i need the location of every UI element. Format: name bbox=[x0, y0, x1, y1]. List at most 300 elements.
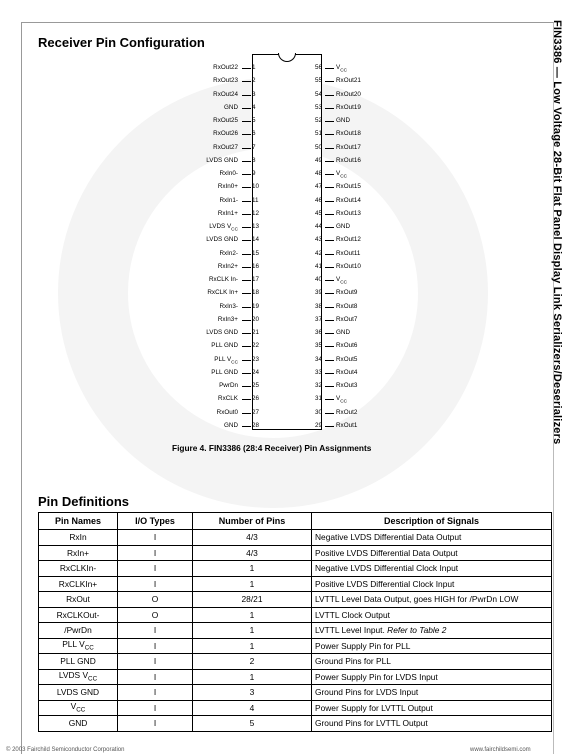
pin-name: PLL GND bbox=[211, 342, 238, 350]
pin-number: 36 bbox=[314, 329, 322, 336]
pin-name: RxOut10 bbox=[336, 262, 361, 270]
pin-number: 5 bbox=[252, 117, 256, 124]
pin-name: $V_{CC}$ bbox=[336, 395, 348, 405]
io-type-cell: I bbox=[118, 561, 193, 577]
pin-lead bbox=[325, 426, 334, 427]
pin-row bbox=[20, 102, 264, 114]
pin-row bbox=[310, 367, 567, 379]
pin-name: RxOut2 bbox=[336, 408, 358, 416]
pin-name: RxOut25 bbox=[213, 117, 238, 124]
io-type-cell: O bbox=[118, 607, 193, 623]
pin-name: RxOut8 bbox=[336, 302, 358, 310]
pin-lead bbox=[242, 240, 251, 241]
description-cell: Ground Pins for LVDS Input bbox=[312, 685, 552, 701]
pin-row bbox=[310, 142, 567, 154]
pin-number: 56 bbox=[314, 64, 322, 71]
pin-count-cell: 1 bbox=[193, 576, 312, 592]
pin-row bbox=[20, 287, 264, 299]
pin-row bbox=[20, 274, 264, 286]
io-type-cell: I bbox=[118, 530, 193, 546]
io-type-cell: I bbox=[118, 669, 193, 685]
io-type-cell: I bbox=[118, 700, 193, 716]
pin-lead bbox=[242, 426, 251, 427]
pin-lead bbox=[242, 174, 251, 175]
pin-name: RxOut4 bbox=[336, 368, 358, 376]
pin-number: 15 bbox=[252, 249, 260, 257]
pin-number: 24 bbox=[252, 368, 260, 376]
pin-number: 14 bbox=[252, 236, 260, 244]
pin-number: 10 bbox=[252, 183, 260, 191]
pin-name: $V_{CC}$ bbox=[336, 170, 348, 180]
pin-name: RxOut12 bbox=[336, 236, 361, 244]
io-type-cell: I bbox=[118, 716, 193, 732]
pin-lead bbox=[242, 373, 251, 374]
table-row bbox=[39, 716, 552, 732]
io-type-cell: I bbox=[118, 576, 193, 592]
pin-name: RxOut26 bbox=[213, 130, 238, 138]
pin-lead bbox=[325, 399, 334, 400]
pin-row bbox=[20, 128, 264, 140]
pin-lead bbox=[325, 320, 334, 321]
pin-row bbox=[310, 261, 567, 273]
pin-number: 45 bbox=[314, 209, 322, 217]
pin-name: RxOut17 bbox=[336, 143, 361, 151]
pin-lead bbox=[242, 214, 251, 215]
pin-row bbox=[20, 168, 264, 180]
pin-name: RxIn2+ bbox=[217, 262, 238, 270]
pin-name-cell: RxIn bbox=[39, 530, 118, 546]
section-title-pin-configuration: Receiver Pin Configuration bbox=[38, 35, 205, 50]
pin-lead bbox=[325, 134, 334, 135]
pin-name-cell: RxOut bbox=[39, 592, 118, 608]
pin-name: GND bbox=[336, 223, 350, 230]
pin-row bbox=[20, 420, 264, 432]
footer-copyright: © 2003 Fairchild Semiconductor Corporation bbox=[6, 747, 125, 753]
pin-number: 44 bbox=[314, 223, 322, 230]
io-type-cell: I bbox=[118, 545, 193, 561]
pin-name: RxOut3 bbox=[336, 382, 358, 389]
pin-name-cell: RxCLKIn+ bbox=[39, 576, 118, 592]
pin-row bbox=[310, 327, 567, 339]
pin-lead bbox=[325, 108, 334, 109]
pin-row bbox=[20, 221, 264, 233]
pin-number: 52 bbox=[314, 117, 322, 124]
pin-number: 51 bbox=[314, 130, 322, 138]
pin-row bbox=[310, 89, 567, 101]
pin-name: RxOut20 bbox=[336, 90, 361, 98]
table-row bbox=[39, 561, 552, 577]
table-row bbox=[39, 607, 552, 623]
pin-name: PwrDn bbox=[219, 382, 238, 389]
pin-lead bbox=[325, 201, 334, 202]
pin-row bbox=[20, 301, 264, 313]
pin-row bbox=[20, 195, 264, 207]
pin-number: 8 bbox=[252, 156, 256, 164]
pin-count-cell: 1 bbox=[193, 638, 312, 654]
pin-number: 27 bbox=[252, 408, 260, 416]
pin-name: RxOut16 bbox=[336, 156, 361, 164]
pin-number: 1 bbox=[252, 64, 256, 71]
description-cell: LVTTL Clock Output bbox=[312, 607, 552, 623]
description-cell: Negative LVDS Differential Data Output bbox=[312, 530, 552, 546]
pin-name: RxOut6 bbox=[336, 342, 358, 350]
table-header-row bbox=[39, 513, 552, 530]
pin-number: 25 bbox=[252, 382, 260, 389]
pin-lead bbox=[242, 360, 251, 361]
description-cell: Power Supply Pin for PLL bbox=[312, 638, 552, 654]
pin-row bbox=[310, 287, 567, 299]
pin-count-cell: 1 bbox=[193, 623, 312, 639]
footer-url[interactable]: www.fairchildsemi.com bbox=[470, 747, 531, 753]
pin-lead bbox=[325, 187, 334, 188]
pin-row bbox=[310, 128, 567, 140]
pin-number: 22 bbox=[252, 342, 260, 350]
pin-number: 7 bbox=[252, 143, 256, 151]
pin-name: RxCLK In+ bbox=[207, 289, 238, 297]
pin-number: 38 bbox=[314, 302, 322, 310]
pin-lead bbox=[325, 386, 334, 387]
pin-lead bbox=[242, 121, 251, 122]
pin-number: 35 bbox=[314, 342, 322, 350]
pin-row bbox=[310, 274, 567, 286]
header-io-types: I/O Types bbox=[118, 513, 193, 530]
pin-name: RxOut13 bbox=[336, 209, 361, 217]
pin-name: RxIn3- bbox=[219, 302, 238, 310]
pin-number: 28 bbox=[252, 421, 260, 429]
pin-name: RxOut24 bbox=[213, 90, 238, 98]
pin-number: 23 bbox=[252, 355, 260, 363]
pin-name: LVDS GND bbox=[206, 329, 238, 336]
description-cell: Negative LVDS Differential Clock Input bbox=[312, 561, 552, 577]
pin-lead bbox=[242, 81, 251, 82]
pin-row bbox=[20, 115, 264, 127]
pin-row bbox=[310, 354, 567, 366]
pin-lead bbox=[325, 280, 334, 281]
pin-name-cell: PLL GND bbox=[39, 654, 118, 670]
pin-number: 53 bbox=[314, 103, 322, 111]
pin-name: RxOut1 bbox=[336, 421, 358, 429]
pin-number: 12 bbox=[252, 209, 260, 217]
table-row bbox=[39, 545, 552, 561]
pin-row bbox=[310, 420, 567, 432]
pin-name: RxOut5 bbox=[336, 355, 358, 363]
pin-number: 26 bbox=[252, 395, 260, 403]
pin-lead bbox=[325, 174, 334, 175]
pin-name: $V_{CC}$ bbox=[336, 276, 348, 286]
pin-count-cell: 28/21 bbox=[193, 592, 312, 608]
table-row bbox=[39, 623, 552, 639]
pin-row bbox=[310, 208, 567, 220]
pin-name: GND bbox=[336, 117, 350, 124]
description-cell: Positive LVDS Differential Clock Input bbox=[312, 576, 552, 592]
description-cell: Positive LVDS Differential Data Output bbox=[312, 545, 552, 561]
pin-lead bbox=[242, 346, 251, 347]
pin-row bbox=[20, 62, 264, 74]
pin-row bbox=[310, 407, 567, 419]
pin-count-cell: 4/3 bbox=[193, 530, 312, 546]
pin-number: 11 bbox=[252, 196, 259, 204]
pin-name: RxOut27 bbox=[213, 143, 238, 151]
pin-count-cell: 5 bbox=[193, 716, 312, 732]
pin-row bbox=[310, 102, 567, 114]
pin-name-cell: PLL $V_{CC}$ bbox=[39, 638, 118, 654]
pin-definitions-table bbox=[38, 512, 552, 732]
pin-row bbox=[310, 314, 567, 326]
pin-lead bbox=[242, 413, 251, 414]
pin-number: 49 bbox=[314, 156, 322, 164]
table-row bbox=[39, 700, 552, 716]
pin-name: RxOut15 bbox=[336, 183, 361, 191]
pin-lead bbox=[242, 68, 251, 69]
pin-row bbox=[20, 248, 264, 260]
pin-number: 31 bbox=[314, 395, 322, 403]
pin-number: 33 bbox=[314, 368, 322, 376]
pin-name-cell: RxIn+ bbox=[39, 545, 118, 561]
pin-row bbox=[20, 142, 264, 154]
pin-number: 30 bbox=[314, 408, 322, 416]
pin-count-cell: 2 bbox=[193, 654, 312, 670]
io-type-cell: I bbox=[118, 654, 193, 670]
pin-lead bbox=[242, 201, 251, 202]
pin-lead bbox=[242, 108, 251, 109]
pin-name: RxOut0 bbox=[216, 408, 238, 416]
pin-name: RxOut19 bbox=[336, 103, 361, 111]
pin-lead bbox=[325, 227, 334, 228]
section-title-pin-definitions: Pin Definitions bbox=[38, 494, 129, 509]
pin-lead bbox=[242, 227, 251, 228]
pin-name-cell: RxCLKOut- bbox=[39, 607, 118, 623]
pin-name: LVDS GND bbox=[206, 156, 238, 164]
pin-number: 13 bbox=[252, 223, 260, 230]
side-banner-text: FIN3386 — Low Voltage 28-Bit Flat Panel Display Link Serializers/Deserializers bbox=[551, 20, 563, 445]
pin-count-cell: 3 bbox=[193, 685, 312, 701]
pin-number: 4 bbox=[252, 103, 256, 111]
pin-count-cell: 1 bbox=[193, 669, 312, 685]
pin-name: RxOut7 bbox=[336, 315, 358, 323]
pin-row bbox=[20, 354, 264, 366]
pin-name: GND bbox=[336, 329, 350, 336]
pin-name: PLL $V_{CC}$ bbox=[214, 355, 238, 365]
pin-name-cell: $V_{CC}$ bbox=[39, 700, 118, 716]
description-cell: Ground Pins for LVTTL Output bbox=[312, 716, 552, 732]
pin-number: 39 bbox=[314, 289, 322, 297]
pin-name: RxCLK bbox=[218, 395, 238, 403]
pin-row bbox=[20, 367, 264, 379]
header-pin-names: Pin Names bbox=[39, 513, 118, 530]
pin-row bbox=[20, 393, 264, 405]
pin-row bbox=[310, 380, 567, 392]
pin-name: RxOut9 bbox=[336, 289, 358, 297]
table-row bbox=[39, 685, 552, 701]
pin-name: $V_{CC}$ bbox=[336, 64, 348, 74]
pin-number: 21 bbox=[252, 329, 260, 336]
pin-row bbox=[20, 314, 264, 326]
pin-number: 43 bbox=[314, 236, 322, 244]
pin-row bbox=[310, 75, 567, 87]
pin-number: 9 bbox=[252, 170, 256, 177]
description-cell: Power Supply for LVTTL Output bbox=[312, 700, 552, 716]
io-type-cell: O bbox=[118, 592, 193, 608]
pin-name: LVDS $V_{CC}$ bbox=[209, 223, 238, 233]
pin-row bbox=[310, 234, 567, 246]
pin-name: RxIn0- bbox=[219, 170, 238, 177]
pin-name: RxOut18 bbox=[336, 130, 361, 138]
pin-lead bbox=[325, 148, 334, 149]
pin-lead bbox=[242, 280, 251, 281]
pin-lead bbox=[325, 240, 334, 241]
pin-number: 50 bbox=[314, 143, 322, 151]
pin-row bbox=[20, 75, 264, 87]
pin-count-cell: 4 bbox=[193, 700, 312, 716]
pin-lead bbox=[325, 161, 334, 162]
pin-row bbox=[20, 155, 264, 167]
io-type-cell: I bbox=[118, 623, 193, 639]
pin-number: 3 bbox=[252, 90, 256, 98]
description-cell: LVTTL Level Input. Refer to Table 2 bbox=[312, 623, 552, 639]
table-row bbox=[39, 638, 552, 654]
io-type-cell: I bbox=[118, 685, 193, 701]
pin-name: RxIn0+ bbox=[217, 183, 238, 191]
pin-row bbox=[20, 89, 264, 101]
pin-number: 42 bbox=[314, 249, 322, 257]
pin-number: 2 bbox=[252, 77, 256, 85]
figure-caption: Figure 4. FIN3386 (28:4 Receiver) Pin Assignments bbox=[172, 443, 372, 453]
pin-lead bbox=[242, 386, 251, 387]
table-row bbox=[39, 654, 552, 670]
pin-number: 37 bbox=[314, 315, 322, 323]
pin-lead bbox=[242, 307, 251, 308]
pin-row bbox=[310, 393, 567, 405]
pin-number: 6 bbox=[252, 130, 256, 138]
pin-lead bbox=[242, 95, 251, 96]
pin-lead bbox=[325, 307, 334, 308]
pin-number: 29 bbox=[314, 421, 322, 429]
pin-name: GND bbox=[224, 421, 238, 429]
pin-name: RxOut22 bbox=[213, 64, 238, 71]
pin-row bbox=[310, 195, 567, 207]
header-description: Description of Signals bbox=[312, 513, 552, 530]
pin-lead bbox=[242, 148, 251, 149]
pin-lead bbox=[242, 161, 251, 162]
pin-row bbox=[310, 181, 567, 193]
pin-name-cell: LVDS GND bbox=[39, 685, 118, 701]
pin-number: 34 bbox=[314, 355, 322, 363]
pin-count-cell: 4/3 bbox=[193, 545, 312, 561]
pin-name-cell: LVDS $V_{CC}$ bbox=[39, 669, 118, 685]
pin-name: PLL GND bbox=[211, 368, 238, 376]
pin-name: RxIn2- bbox=[219, 249, 238, 257]
pin-lead bbox=[325, 293, 334, 294]
pin-name-cell: /PwrDn bbox=[39, 623, 118, 639]
pin-row bbox=[20, 234, 264, 246]
pin-number: 41 bbox=[314, 262, 322, 270]
description-cell: LVTTL Level Data Output, goes HIGH for /PwrDn LOW bbox=[312, 592, 552, 608]
pin-row bbox=[20, 340, 264, 352]
pin-row bbox=[310, 115, 567, 127]
pin-row bbox=[20, 261, 264, 273]
pin-lead bbox=[325, 81, 334, 82]
pin-row bbox=[20, 208, 264, 220]
pin-lead bbox=[325, 267, 334, 268]
pin-count-cell: 1 bbox=[193, 561, 312, 577]
pin-number: 54 bbox=[314, 90, 322, 98]
header-number-of-pins: Number of Pins bbox=[193, 513, 312, 530]
pin-number: 32 bbox=[314, 382, 322, 389]
pin-lead bbox=[325, 413, 334, 414]
pin-row bbox=[310, 301, 567, 313]
pin-name: RxOut11 bbox=[336, 249, 361, 257]
pin-lead bbox=[242, 254, 251, 255]
pin-row bbox=[20, 181, 264, 193]
pin-name: LVDS GND bbox=[206, 236, 238, 244]
description-cell: Ground Pins for PLL bbox=[312, 654, 552, 670]
pin-name: RxCLK In- bbox=[208, 276, 238, 283]
table-row bbox=[39, 669, 552, 685]
pin-lead bbox=[242, 333, 251, 334]
pin-row bbox=[20, 327, 264, 339]
pin-row bbox=[310, 155, 567, 167]
pin-name-cell: GND bbox=[39, 716, 118, 732]
pin-row bbox=[20, 407, 264, 419]
pin-number: 17 bbox=[252, 276, 260, 283]
pin-number: 16 bbox=[252, 262, 260, 270]
pin-row bbox=[310, 62, 567, 74]
pin-lead bbox=[242, 320, 251, 321]
pin-row bbox=[20, 380, 264, 392]
pin-row bbox=[310, 221, 567, 233]
pin-name: RxIn1- bbox=[219, 196, 238, 204]
pin-lead bbox=[325, 214, 334, 215]
pin-number: 48 bbox=[314, 170, 322, 177]
io-type-cell: I bbox=[118, 638, 193, 654]
pin-count-cell: 1 bbox=[193, 607, 312, 623]
pin-lead bbox=[242, 399, 251, 400]
pin-number: 40 bbox=[314, 276, 322, 283]
pin-name: GND bbox=[224, 103, 238, 111]
pin-number: 55 bbox=[314, 77, 322, 85]
pin-lead bbox=[242, 293, 251, 294]
pin-name: RxOut21 bbox=[336, 77, 361, 85]
pin-lead bbox=[325, 68, 334, 69]
pin-row bbox=[310, 340, 567, 352]
pin-name: RxOut23 bbox=[213, 77, 238, 85]
pin-number: 19 bbox=[252, 302, 260, 310]
table-row bbox=[39, 576, 552, 592]
pin-lead bbox=[325, 360, 334, 361]
pin-lead bbox=[325, 346, 334, 347]
table-row bbox=[39, 530, 552, 546]
pin-name: RxIn1+ bbox=[217, 209, 238, 217]
pin-lead bbox=[242, 267, 251, 268]
pin-number: 47 bbox=[314, 183, 322, 191]
pin-row bbox=[310, 248, 567, 260]
pin-lead bbox=[325, 373, 334, 374]
pin-lead bbox=[242, 134, 251, 135]
pin-lead bbox=[242, 187, 251, 188]
table-row bbox=[39, 592, 552, 608]
pin-number: 18 bbox=[252, 289, 260, 297]
pin-number: 20 bbox=[252, 315, 260, 323]
pin-lead bbox=[325, 95, 334, 96]
pin-lead bbox=[325, 254, 334, 255]
pin-name: RxIn3+ bbox=[217, 315, 238, 323]
pin-name-cell: RxCLKIn- bbox=[39, 561, 118, 577]
description-cell: Power Supply Pin for LVDS Input bbox=[312, 669, 552, 685]
pin-number: 46 bbox=[314, 196, 322, 204]
pin-lead bbox=[325, 333, 334, 334]
pin-lead bbox=[325, 121, 334, 122]
pin-name: RxOut14 bbox=[336, 196, 361, 204]
